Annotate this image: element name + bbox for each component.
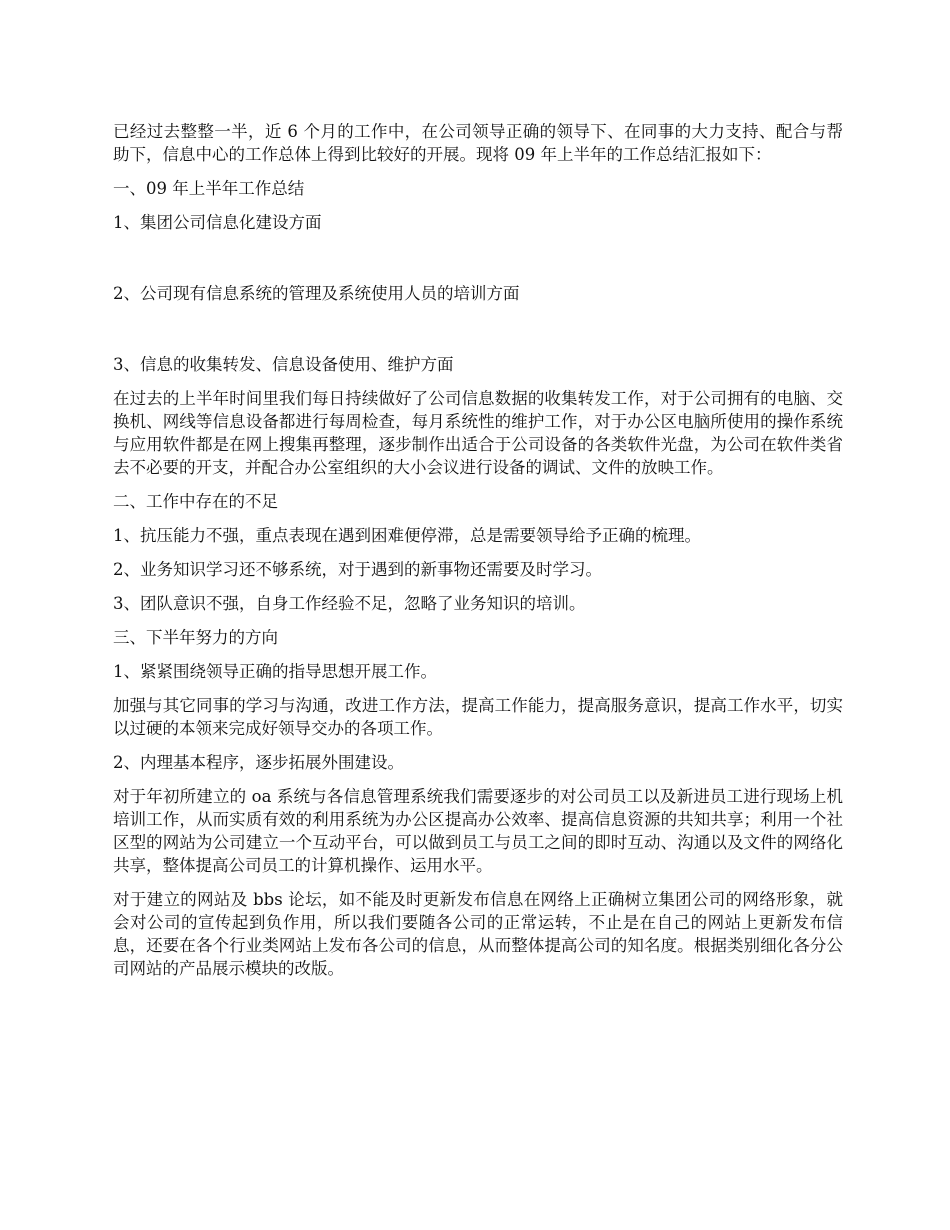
section-1-heading: 一、09 年上半年工作总结 <box>113 179 305 198</box>
section-3-item-1-body: 加强与其它同事的学习与沟通，改进工作方法，提高工作能力，提高服务意识，提高工作水平，切实以过硬的本领来完成好领导交办的各项工作。 <box>113 696 843 738</box>
section-3-item-2-body-2: 对于建立的网站及 bbs 论坛，如不能及时更新发布信息在网络上正确树立集团公司的网络形象，就会对公司的宣传起到负作用，所以我们要随各公司的正常运转，不止是在自己的网站上更新发布信息，还要在各个行业类网站上发布各公司的信息，从而整体提高公司的知名度。根据类别细化各分公司网站的产品展示模块的改版。 <box>113 890 843 978</box>
section-3-item-2: 2、内理基本程序，逐步拓展外围建设。 <box>113 753 404 772</box>
section-2-item-1: 1、抗压能力不强，重点表现在遇到困难便停滞，总是需要领导给予正确的梳理。 <box>113 526 701 545</box>
section-2-item-2: 2、业务知识学习还不够系统，对于遇到的新事物还需要及时学习。 <box>113 560 602 579</box>
section-1-item-3-body: 在过去的上半年时间里我们每日持续做好了公司信息数据的收集转发工作，对于公司拥有的电脑、交换机、网线等信息设备都进行每周检查，每月系统性的维护工作，对于办公区电脑所使用的操作系统与应用软件都是在网上搜集再整理，逐步制作出适合于公司设备的各类软件光盘，为公司在软件类省去不必要的开支，并配合办公室组织的大小会议进行设备的调试、文件的放映工作。 <box>113 389 843 477</box>
section-3-heading: 三、下半年努力的方向 <box>113 628 278 647</box>
document-page <box>113 120 843 991</box>
section-1-item-3: 3、信息的收集转发、信息设备使用、维护方面 <box>113 355 454 374</box>
intro-paragraph: 已经过去整整一半，近 6 个月的工作中，在公司领导正确的领导下、在同事的大力支持、配合与帮助下，信息中心的工作总体上得到比较好的开展。现将 09 年上半年的工作总结汇报如下： <box>113 122 843 164</box>
section-1-item-1: 1、集团公司信息化建设方面 <box>113 213 322 232</box>
section-2-item-3: 3、团队意识不强，自身工作经验不足，忽略了业务知识的培训。 <box>113 594 586 613</box>
section-1-item-2: 2、公司现有信息系统的管理及系统使用人员的培训方面 <box>113 284 520 303</box>
section-3-item-1: 1、紧紧围绕领导正确的指导思想开展工作。 <box>113 662 437 681</box>
section-2-heading: 二、工作中存在的不足 <box>113 492 278 511</box>
section-3-item-2-body-1: 对于年初所建立的 oa 系统与各信息管理系统我们需要逐步的对公司员工以及新进员工进行现场上机培训工作，从而实质有效的利用系统为办公区提高办公效率、提高信息资源的共知共享；利用一个社区型的网站为公司建立一个互动平台，可以做到员工与员工之间的即时互动、沟通以及文件的网络化共享，整体提高公司员工的计算机操作、运用水平。 <box>113 787 843 875</box>
